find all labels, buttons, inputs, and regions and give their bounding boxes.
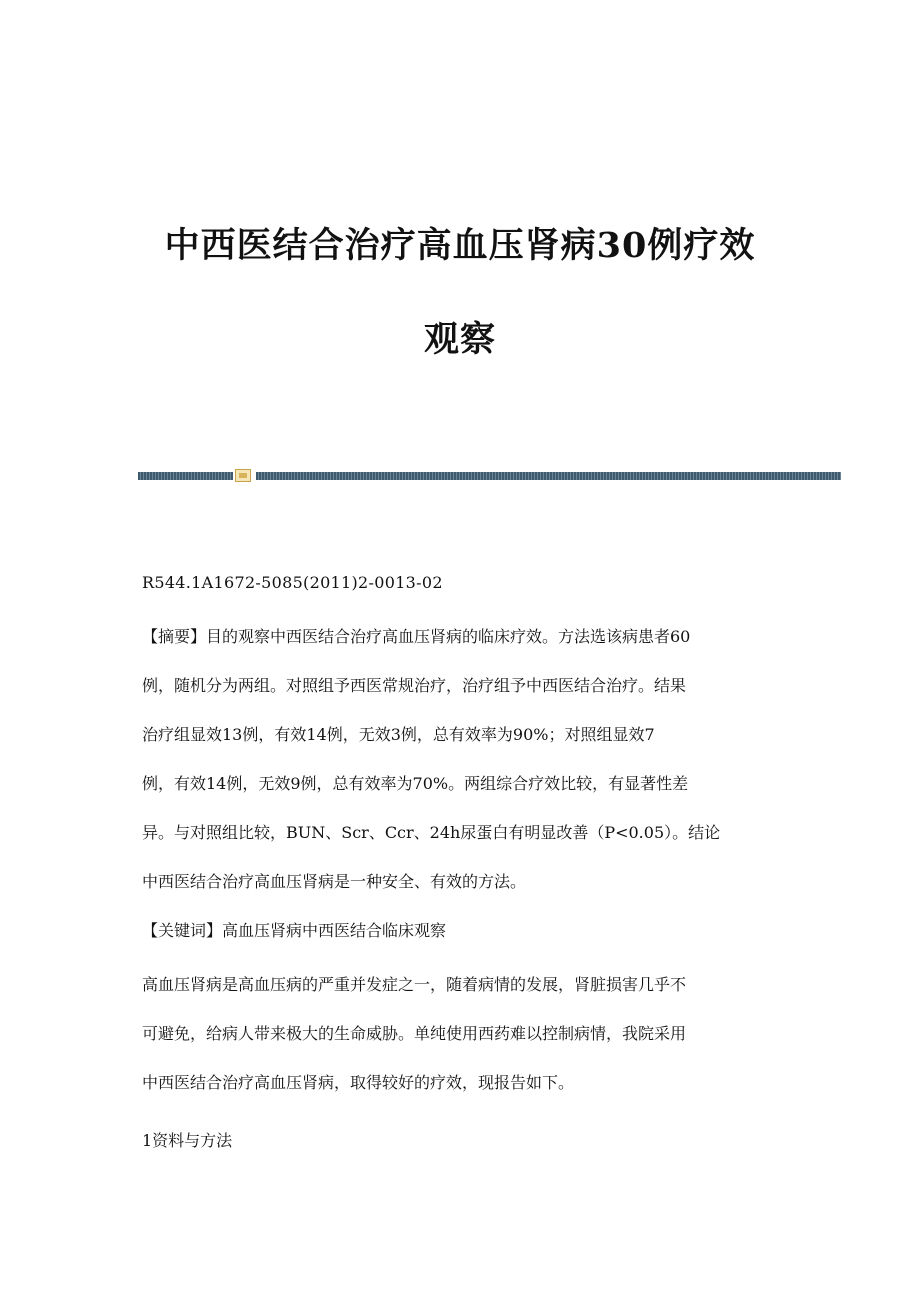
section-heading: 1资料与方法: [142, 1131, 233, 1150]
abstract-line: 例，有效14例，无效9例，总有效率为70%。两组综合疗效比较，有显著性差: [142, 774, 689, 793]
abstract-line: 【摘要】目的观察中西医结合治疗高血压肾病的临床疗效。方法选该病患者60: [142, 627, 691, 646]
intro-line: 可避免，给病人带来极大的生命威胁。单纯使用西药难以控制病情，我院采用: [142, 1024, 687, 1043]
abstract-line: 中西医结合治疗高血压肾病是一种安全、有效的方法。: [142, 872, 527, 891]
divider-bar-right: [256, 472, 841, 480]
divider-ornament-icon: [235, 469, 251, 482]
intro-paragraph: [142, 960, 782, 1107]
abstract-line: 异。与对照组比较，BUN、Scr、Ccr、24h尿蛋白有明显改善（P<0.05）。结论: [142, 823, 721, 842]
abstract-paragraph: [142, 612, 782, 906]
keywords-paragraph: 【关键词】高血压肾病中西医结合临床观察: [142, 921, 447, 940]
abstract-line: 治疗组显效13例，有效14例，无效3例，总有效率为90%；对照组显效7: [142, 725, 655, 744]
classification-code: R544.1A1672-5085(2011)2-0013-02: [142, 573, 443, 592]
title-divider: [138, 472, 841, 480]
abstract-line: 例，随机分为两组。对照组予西医常规治疗，治疗组予中西医结合治疗。结果: [142, 676, 687, 695]
intro-line: 中西医结合治疗高血压肾病，取得较好的疗效，现报告如下。: [142, 1073, 575, 1092]
page-title-line-2: 观察: [423, 319, 496, 360]
intro-line: 高血压肾病是高血压病的严重并发症之一，随着病情的发展，肾脏损害几乎不: [142, 975, 687, 994]
page-title-line-1: 中西医结合治疗高血压肾病30例疗效: [164, 225, 756, 266]
divider-bar-left: [138, 472, 233, 480]
